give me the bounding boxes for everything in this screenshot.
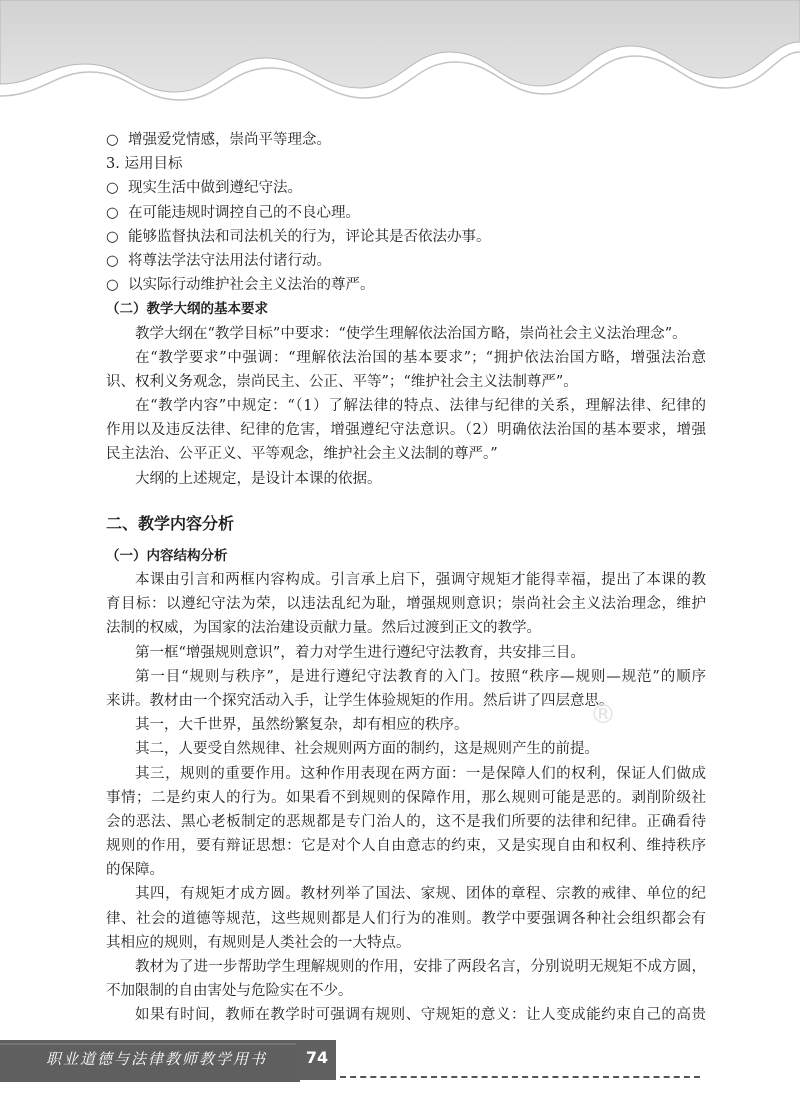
analysis-paragraph: 第一框“增强规则意识”，着力对学生进行遵纪守法教育，共安排三目。 (135, 644, 585, 661)
analysis-paragraph: 如果有时间，教师在教学时可强调有规则、守规矩的意义：让人变成能约束自己的高贵 (135, 1007, 706, 1024)
analysis-paragraph: 法制的权威，为国家的法治建设贡献力量。然后过渡到正文的教学。 (106, 620, 541, 637)
syllabus-paragraph: 识、权利义务观念，崇尚民主、公正、平等”；“维护社会主义法制尊严”。 (106, 373, 578, 390)
circle-bullet-icon: ○ (106, 204, 119, 221)
circle-bullet-icon: ○ (106, 180, 119, 197)
syllabus-paragraph: 民主法治、公平正义、平等观念，维护社会主义法制的尊严。” (106, 446, 498, 463)
syllabus-paragraph: 大纲的上述规定，是设计本课的依据。 (135, 470, 382, 487)
book-title: 职业道德与法律教师教学用书 (46, 1050, 268, 1068)
analysis-paragraph: 不加限制的自由害处与危险实在不少。 (106, 983, 353, 1000)
decorative-wave-header (0, 0, 800, 110)
syllabus-paragraph: 在“教学内容”中规定：“（1）了解法律的特点、法律与纪律的关系，理解法律、纪律的 (135, 398, 706, 415)
analysis-paragraph: 其二，人要受自然规律、社会规则两方面的制约，这是规则产生的前提。 (135, 741, 599, 758)
section-heading: 二、教学内容分析 (106, 513, 235, 533)
analysis-paragraph: 其一，大千世界，虽然纷繁复杂，却有相应的秩序。 (135, 717, 469, 734)
syllabus-paragraph: 教学大纲在“教学目标”中要求：“使学生理解依法治国方略，崇尚社会主义法治理念”。 (135, 325, 687, 342)
analysis-paragraph: 其相应的规则，有规则是人类社会的一大特点。 (106, 934, 411, 951)
page-number: 74 (305, 1048, 329, 1067)
analysis-paragraph: 的保障。 (106, 862, 164, 879)
analysis-paragraph: 其四，有规矩才成方圆。教材列举了国法、家规、团体的章程、宗教的戒律、单位的纪 (135, 886, 706, 903)
subsection-heading: （一）内容结构分析 (106, 547, 228, 564)
syllabus-paragraph: 在“教学要求”中强调：“理解依法治国的基本要求”；“拥护依法治国方略，增强法治意 (135, 349, 706, 366)
objective-item: ○ 增强爱党情感，崇尚平等理念。 (106, 128, 706, 152)
analysis-paragraph: 教材为了进一步帮助学生理解规则的作用，安排了两段名言，分别说明无规矩不成方圆， (135, 959, 706, 975)
analysis-paragraph: 事情；二是约束人的行为。如果看不到规则的保障作用，那么规则可能是恶的。剥削阶级社 (106, 789, 706, 806)
analysis-paragraph: 第一目“规则与秩序”，是进行遵纪守法教育的入门。按照“秩序—规则—规范”的顺序 (135, 668, 706, 685)
circle-bullet-icon: ○ (106, 277, 119, 294)
circle-bullet-icon: ○ (106, 228, 119, 245)
analysis-paragraph: 育目标：以遵纪守法为荣，以违法乱纪为耻，增强规则意识；崇尚社会主义法治理念，维护 (106, 596, 706, 613)
objective-item: ○ 将尊法学法守法用法付诸行动。 (106, 249, 706, 273)
objective-item: ○ 以实际行动维护社会主义法治的尊严。 (106, 273, 706, 297)
syllabus-heading: （二）教学大纲的基本要求 (106, 301, 268, 318)
objective-item: ○ 在可能违规时调控自己的不良心理。 (106, 201, 706, 225)
analysis-paragraph: 本课由引言和两框内容构成。引言承上启下，强调守规矩才能得幸福，提出了本课的教 (135, 572, 706, 588)
analysis-paragraph: 其三，规则的重要作用。这种作用表现在两方面：一是保障人们的权利，保证人们做成 (135, 765, 706, 782)
syllabus-paragraph: 作用以及违反法律、纪律的危害，增强遵纪守法意识。（2）明确依法治国的基本要求，增强 (106, 422, 706, 439)
page-body (106, 128, 706, 1028)
objective-item: ○ 现实生活中做到遵纪守法。 (106, 176, 706, 200)
registered-watermark: ® (590, 700, 616, 730)
circle-bullet-icon: ○ (106, 252, 119, 269)
analysis-paragraph: 规则的作用，要有辩证思想：它是对个人自由意志的约束，又是实现自由和权利、维持秩序 (106, 838, 706, 855)
objective-heading: 3. 运用目标 (106, 156, 183, 173)
analysis-paragraph: 来讲。教材由一个探究活动入手，让学生体验规矩的作用。然后讲了四层意思。 (106, 692, 614, 709)
circle-bullet-icon: ○ (106, 132, 119, 148)
objective-item: ○ 能够监督执法和司法机关的行为，评论其是否依法办事。 (106, 225, 706, 249)
footer-dashed-rule (340, 1076, 700, 1078)
analysis-paragraph: 律、社会的道德等规范，这些规则都是人们行为的准则。教学中要强调各种社会组织都会有 (106, 910, 706, 927)
analysis-paragraph: 会的恶法、黑心老板制定的恶规都是专门治人的，这不是我们所要的法律和纪律。正确看待 (106, 813, 706, 830)
